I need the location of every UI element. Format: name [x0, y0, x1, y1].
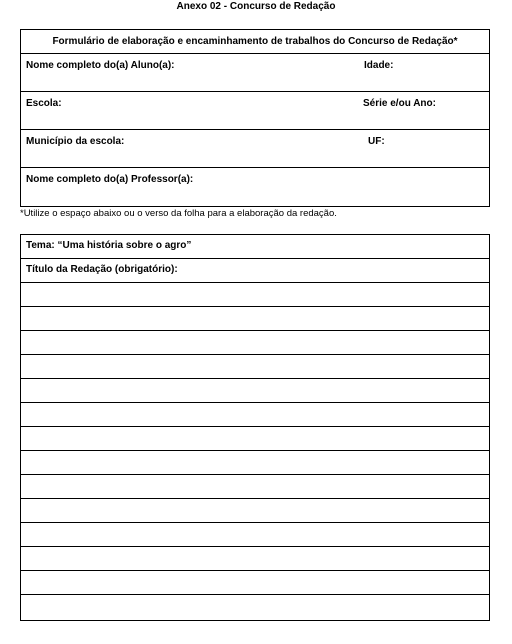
writing-line[interactable] [21, 427, 489, 451]
teacher-name-label: Nome completo do(a) Professor(a): [26, 174, 194, 185]
student-name-label: Nome completo do(a) Aluno(a): [26, 60, 175, 71]
school-row[interactable] [21, 92, 489, 130]
theme-label: Tema: “Uma história sobre o agro” [26, 240, 192, 251]
essay-title-row[interactable] [21, 259, 489, 283]
instruction-note: *Utilize o espaço abaixo ou o verso da folha para a elaboração da redação. [20, 208, 337, 219]
writing-line[interactable] [21, 451, 489, 475]
writing-line[interactable] [21, 523, 489, 547]
state-label: UF: [368, 136, 385, 147]
municipality-label: Município da escola: [26, 136, 125, 147]
document-title: Anexo 02 - Concurso de Redação [176, 1, 336, 12]
writing-line[interactable] [21, 403, 489, 427]
essay-title-label: Título da Redação (obrigatório): [26, 264, 178, 275]
writing-line[interactable] [21, 475, 489, 499]
essay-area [20, 234, 490, 621]
submission-form [20, 29, 490, 207]
writing-line[interactable] [21, 307, 489, 331]
student-row[interactable] [21, 54, 489, 92]
form-header: Formulário de elaboração e encaminhamento de trabalhos do Concurso de Redação* [52, 36, 458, 47]
writing-line[interactable] [21, 499, 489, 523]
grade-label: Série e/ou Ano: [363, 98, 436, 109]
writing-line[interactable] [21, 547, 489, 571]
teacher-row[interactable] [21, 168, 489, 206]
writing-line[interactable] [21, 595, 489, 619]
writing-line[interactable] [21, 379, 489, 403]
school-label: Escola: [26, 98, 62, 109]
theme-row [21, 235, 489, 259]
municipality-row[interactable] [21, 130, 489, 168]
writing-line[interactable] [21, 331, 489, 355]
age-label: Idade: [364, 60, 394, 71]
writing-line[interactable] [21, 283, 489, 307]
form-header-row [21, 30, 489, 54]
writing-line[interactable] [21, 571, 489, 595]
writing-line[interactable] [21, 355, 489, 379]
